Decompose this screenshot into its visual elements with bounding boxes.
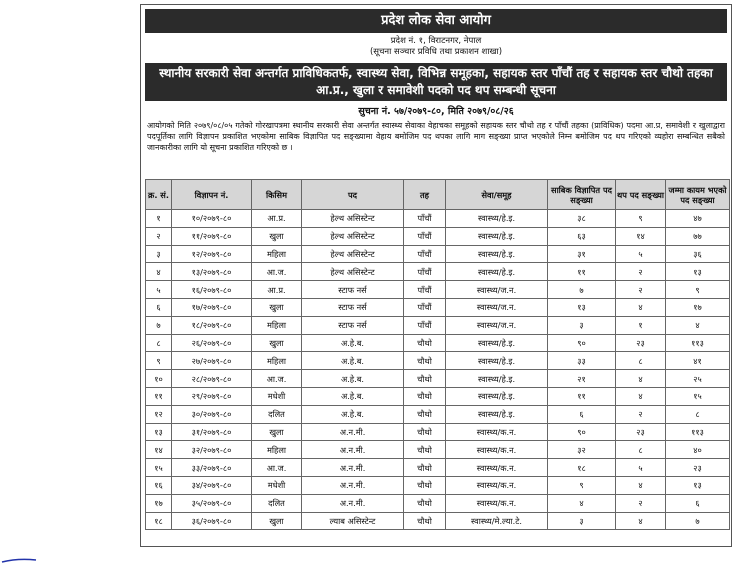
table-cell: १८/२०७९-८० xyxy=(172,316,252,334)
table-cell: स्वास्थ्य/हे.इ. xyxy=(446,352,548,370)
table-cell: स्वास्थ्य/क.न. xyxy=(446,459,548,477)
notice-number: सुचना नं. ५७/२०७९-८०, मिति २०७९/०८/२६ xyxy=(358,106,514,117)
table-cell: ल्याब असिस्टेन्ट xyxy=(302,512,404,530)
posts-table xyxy=(145,179,730,530)
table-cell: ११ xyxy=(146,387,172,405)
table-cell: स्वास्थ्य/क.न. xyxy=(446,441,548,459)
table-cell: ३५/२०७९-८० xyxy=(172,494,252,512)
table-cell: अ.न.मी. xyxy=(302,494,404,512)
table-cell: चौथो xyxy=(404,334,446,352)
table-cell: ४० xyxy=(666,441,730,459)
column-header: थप पद सङ्ख्या xyxy=(616,180,666,210)
table-row xyxy=(146,316,730,334)
table-cell: अ.न.मी. xyxy=(302,441,404,459)
table-cell: स्वास्थ्य/हे.इ. xyxy=(446,387,548,405)
table-cell: ९० xyxy=(548,334,616,352)
table-cell: ४ xyxy=(616,387,666,405)
table-cell: अ.हे.ब. xyxy=(302,387,404,405)
table-cell: ८ xyxy=(616,441,666,459)
table-row xyxy=(146,405,730,423)
table-cell: ४ xyxy=(666,316,730,334)
table-cell: १ xyxy=(146,210,172,228)
table-row xyxy=(146,334,730,352)
table-cell: १५ xyxy=(146,459,172,477)
table-cell: आ.प्र. xyxy=(252,210,302,228)
notice-headline: स्थानीय सरकारी सेवा अन्तर्गत प्राविधिकतर्फ, स्वास्थ्य सेवा, विभिन्न समूहका, सहायक स्तर पाँचौं तह र सहायक स्तर चौथो तहका आ.प्र., खुला र समावेशी पदको पद थप सम्बन्धी सूचना xyxy=(145,63,727,101)
column-header: क्र. सं. xyxy=(146,180,172,210)
table-row xyxy=(146,423,730,441)
table-cell: पाँचौं xyxy=(404,227,446,245)
table-cell: १६ xyxy=(146,476,172,494)
table-cell: अ.न.मी. xyxy=(302,459,404,477)
table-cell: ११ xyxy=(548,387,616,405)
table-row xyxy=(146,387,730,405)
table-cell: ३३ xyxy=(548,352,616,370)
table-cell: स्वास्थ्य/हे.इ. xyxy=(446,405,548,423)
table-row xyxy=(146,245,730,263)
table-cell: ४ xyxy=(616,476,666,494)
table-row xyxy=(146,263,730,281)
table-cell: अ.हे.ब. xyxy=(302,370,404,388)
org-branch: (सूचना सञ्चार प्रविधि तथा प्रकाशन शाखा) xyxy=(369,47,503,57)
table-cell: ८ xyxy=(616,352,666,370)
column-header: किसिम xyxy=(252,180,302,210)
table-cell: १३ xyxy=(666,476,730,494)
table-cell: २ xyxy=(616,263,666,281)
table-cell: ९ xyxy=(666,281,730,299)
table-row xyxy=(146,281,730,299)
table-cell: पाँचौं xyxy=(404,263,446,281)
table-cell: महिला xyxy=(252,245,302,263)
table-cell: २३ xyxy=(616,423,666,441)
table-cell: १८ xyxy=(146,512,172,530)
table-row xyxy=(146,459,730,477)
table-cell: स्वास्थ्य/ज.न. xyxy=(446,298,548,316)
table-cell: ४७ xyxy=(666,210,730,228)
table-cell: ३०/२०७९-८० xyxy=(172,405,252,423)
table-cell: २३ xyxy=(616,334,666,352)
table-cell: ९ xyxy=(548,476,616,494)
table-cell: पाँचौं xyxy=(404,245,446,263)
table-cell: १५ xyxy=(666,387,730,405)
table-cell: १६/२०७९-८० xyxy=(172,281,252,299)
table-cell: ५ xyxy=(616,459,666,477)
table-cell: चौथो xyxy=(404,494,446,512)
table-cell: २३ xyxy=(666,459,730,477)
table-cell: ३१/२०७९-८० xyxy=(172,423,252,441)
table-cell: ४ xyxy=(616,370,666,388)
table-cell: ११३ xyxy=(666,334,730,352)
column-header: तह xyxy=(404,180,446,210)
table-cell: स्वास्थ्य/हे.इ. xyxy=(446,334,548,352)
table-cell: ११३ xyxy=(666,423,730,441)
table-cell: हेल्थ असिस्टेन्ट xyxy=(302,263,404,281)
table-cell: ६ xyxy=(146,298,172,316)
table-cell: ३६/२०७९-८० xyxy=(172,512,252,530)
table-cell: १० xyxy=(146,370,172,388)
table-cell: चौथो xyxy=(404,476,446,494)
table-cell: खुला xyxy=(252,298,302,316)
table-cell: चौथो xyxy=(404,423,446,441)
table-cell: महिला xyxy=(252,441,302,459)
notice-document xyxy=(140,4,732,547)
table-cell: चौथो xyxy=(404,459,446,477)
table-row xyxy=(146,476,730,494)
notice-intro: आयोगको मिति २०७९/०८/०५ गतेको गोरखापत्रमा स्थानीय सरकारी सेवा अन्तर्गत स्वास्थ्य सेवाका वेहाचका समूहको सहायक स्तर चौथो तह र पाँचौं तहका (प्राविधिक) पदमा आ.प्र, समावेशी र खुलाद्वारा पदपूर्तिका लागि विज्ञापन प्रकाशित भएकोमा साबिक विज्ञापित पद सङ्ख्यामा वेहाय बमोजिम पद थपका लागि माग सङ्ख्या प्राप्त भएकोले निम्न बमोजिम पद थप गरिएको व्यहोरा सम्बन्धित सबैको जानकारीका लागि यो सूचना प्रकाशित गरिएको छ । xyxy=(147,121,725,152)
table-cell: ७७ xyxy=(666,227,730,245)
column-header: सेवा/समूह xyxy=(446,180,548,210)
table-cell: ४ xyxy=(548,494,616,512)
table-cell: ३ xyxy=(548,316,616,334)
table-cell: २९/२०७९-८० xyxy=(172,387,252,405)
table-cell: ३३/२०७९-८० xyxy=(172,459,252,477)
table-cell: ३४/२०७९-८० xyxy=(172,476,252,494)
table-cell: स्वास्थ्य/क.न. xyxy=(446,423,548,441)
table-cell: १४ xyxy=(616,227,666,245)
table-row xyxy=(146,512,730,530)
table-cell: पाँचौं xyxy=(404,298,446,316)
table-cell: अ.हे.ब. xyxy=(302,334,404,352)
table-cell: स्टाफ नर्स xyxy=(302,316,404,334)
table-cell: १३/२०७९-८० xyxy=(172,263,252,281)
table-cell: ६ xyxy=(666,494,730,512)
table-cell: दलित xyxy=(252,405,302,423)
table-cell: २८/२०७९-८० xyxy=(172,370,252,388)
table-cell: १७ xyxy=(146,494,172,512)
table-cell: १ xyxy=(616,316,666,334)
table-cell: स्वास्थ्य/हे.इ. xyxy=(446,370,548,388)
table-cell: स्वास्थ्य/हे.इ. xyxy=(446,210,548,228)
table-cell: खुला xyxy=(252,227,302,245)
table-cell: १२ xyxy=(146,405,172,423)
table-cell: ७ xyxy=(548,281,616,299)
table-header-row xyxy=(146,180,730,210)
table-cell: स्वास्थ्य/मे.ल्या.टे. xyxy=(446,512,548,530)
table-cell: स्वास्थ्य/हे.इ. xyxy=(446,245,548,263)
table-cell: ८ xyxy=(666,405,730,423)
table-cell: २५ xyxy=(666,370,730,388)
table-cell: चौथो xyxy=(404,370,446,388)
table-cell: १२/२०७९-८० xyxy=(172,245,252,263)
table-cell: ४ xyxy=(146,263,172,281)
column-header: पद xyxy=(302,180,404,210)
table-row xyxy=(146,298,730,316)
table-cell: १७/२०७९-८० xyxy=(172,298,252,316)
table-row xyxy=(146,352,730,370)
table-cell: ५ xyxy=(146,281,172,299)
table-cell: स्वास्थ्य/ज.न. xyxy=(446,281,548,299)
table-cell: ९ xyxy=(146,352,172,370)
pen-mark xyxy=(0,556,60,564)
table-row xyxy=(146,494,730,512)
table-row xyxy=(146,227,730,245)
table-cell: दलित xyxy=(252,494,302,512)
table-cell: ३ xyxy=(146,245,172,263)
table-cell: मधेशी xyxy=(252,476,302,494)
table-cell: स्टाफ नर्स xyxy=(302,298,404,316)
table-cell: ४१ xyxy=(666,352,730,370)
table-cell: मधेशी xyxy=(252,387,302,405)
table-cell: ४ xyxy=(616,298,666,316)
org-title: प्रदेश लोक सेवा आयोग xyxy=(145,9,727,33)
table-cell: १३ xyxy=(146,423,172,441)
table-cell: ६ xyxy=(548,405,616,423)
table-cell: चौथो xyxy=(404,405,446,423)
table-cell: २१ xyxy=(548,370,616,388)
table-cell: ९० xyxy=(548,423,616,441)
table-cell: हेल्थ असिस्टेन्ट xyxy=(302,227,404,245)
column-header: विज्ञापन नं. xyxy=(172,180,252,210)
table-cell: स्टाफ नर्स xyxy=(302,281,404,299)
table-cell: १८ xyxy=(548,459,616,477)
table-row xyxy=(146,441,730,459)
table-cell: आ.ज. xyxy=(252,263,302,281)
table-cell: ९ xyxy=(616,210,666,228)
table-cell: स्वास्थ्य/क.न. xyxy=(446,494,548,512)
table-cell: ११/२०७९-८० xyxy=(172,227,252,245)
table-cell: ७ xyxy=(146,316,172,334)
org-address: प्रदेश नं. १, विराटनगर, नेपाल xyxy=(390,36,482,46)
table-cell: खुला xyxy=(252,512,302,530)
table-cell: ७ xyxy=(666,512,730,530)
table-cell: ३६ xyxy=(666,245,730,263)
table-cell: आ.प्र. xyxy=(252,281,302,299)
table-cell: हेल्थ असिस्टेन्ट xyxy=(302,210,404,228)
table-cell: २ xyxy=(616,494,666,512)
table-cell: ४ xyxy=(616,512,666,530)
table-cell: चौथो xyxy=(404,441,446,459)
table-cell: १७ xyxy=(666,298,730,316)
table-cell: ५ xyxy=(616,245,666,263)
table-cell: आ.ज. xyxy=(252,459,302,477)
table-cell: पाँचौं xyxy=(404,281,446,299)
table-cell: खुला xyxy=(252,334,302,352)
table-cell: ११ xyxy=(548,263,616,281)
table-row xyxy=(146,210,730,228)
table-cell: २ xyxy=(616,405,666,423)
table-cell: अ.हे.ब. xyxy=(302,352,404,370)
table-cell: अ.न.मी. xyxy=(302,423,404,441)
table-cell: चौथो xyxy=(404,352,446,370)
table-cell: ३२/२०७९-८० xyxy=(172,441,252,459)
table-cell: २ xyxy=(146,227,172,245)
table-cell: आ.ज. xyxy=(252,370,302,388)
table-body xyxy=(146,210,730,530)
table-cell: स्वास्थ्य/क.न. xyxy=(446,476,548,494)
table-cell: २६/२०७९-८० xyxy=(172,334,252,352)
table-cell: स्वास्थ्य/हे.इ. xyxy=(446,263,548,281)
table-row xyxy=(146,370,730,388)
table-cell: खुला xyxy=(252,423,302,441)
table-cell: अ.न.मी. xyxy=(302,476,404,494)
table-cell: स्वास्थ्य/हे.इ. xyxy=(446,227,548,245)
table-cell: महिला xyxy=(252,316,302,334)
column-header: साबिक विज्ञापित पद सङ्ख्या xyxy=(548,180,616,210)
table-cell: २७/२०७९-८० xyxy=(172,352,252,370)
table-cell: चौथो xyxy=(404,512,446,530)
table-cell: ८ xyxy=(146,334,172,352)
table-cell: अ.हे.ब. xyxy=(302,405,404,423)
table-cell: चौथो xyxy=(404,387,446,405)
table-cell: १०/२०७९-८० xyxy=(172,210,252,228)
table-cell: १३ xyxy=(666,263,730,281)
table-cell: हेल्थ असिस्टेन्ट xyxy=(302,245,404,263)
table-cell: २ xyxy=(616,281,666,299)
table-cell: ३ xyxy=(548,512,616,530)
column-header: जम्मा कायम भएको पद सङ्ख्या xyxy=(666,180,730,210)
table-cell: ३१ xyxy=(548,245,616,263)
table-cell: पाँचौं xyxy=(404,316,446,334)
table-cell: पाँचौं xyxy=(404,210,446,228)
table-cell: ३२ xyxy=(548,441,616,459)
table-cell: ३८ xyxy=(548,210,616,228)
table-cell: १३ xyxy=(548,298,616,316)
table-cell: १४ xyxy=(146,441,172,459)
table-cell: महिला xyxy=(252,352,302,370)
table-cell: स्वास्थ्य/ज.न. xyxy=(446,316,548,334)
table-cell: ६३ xyxy=(548,227,616,245)
